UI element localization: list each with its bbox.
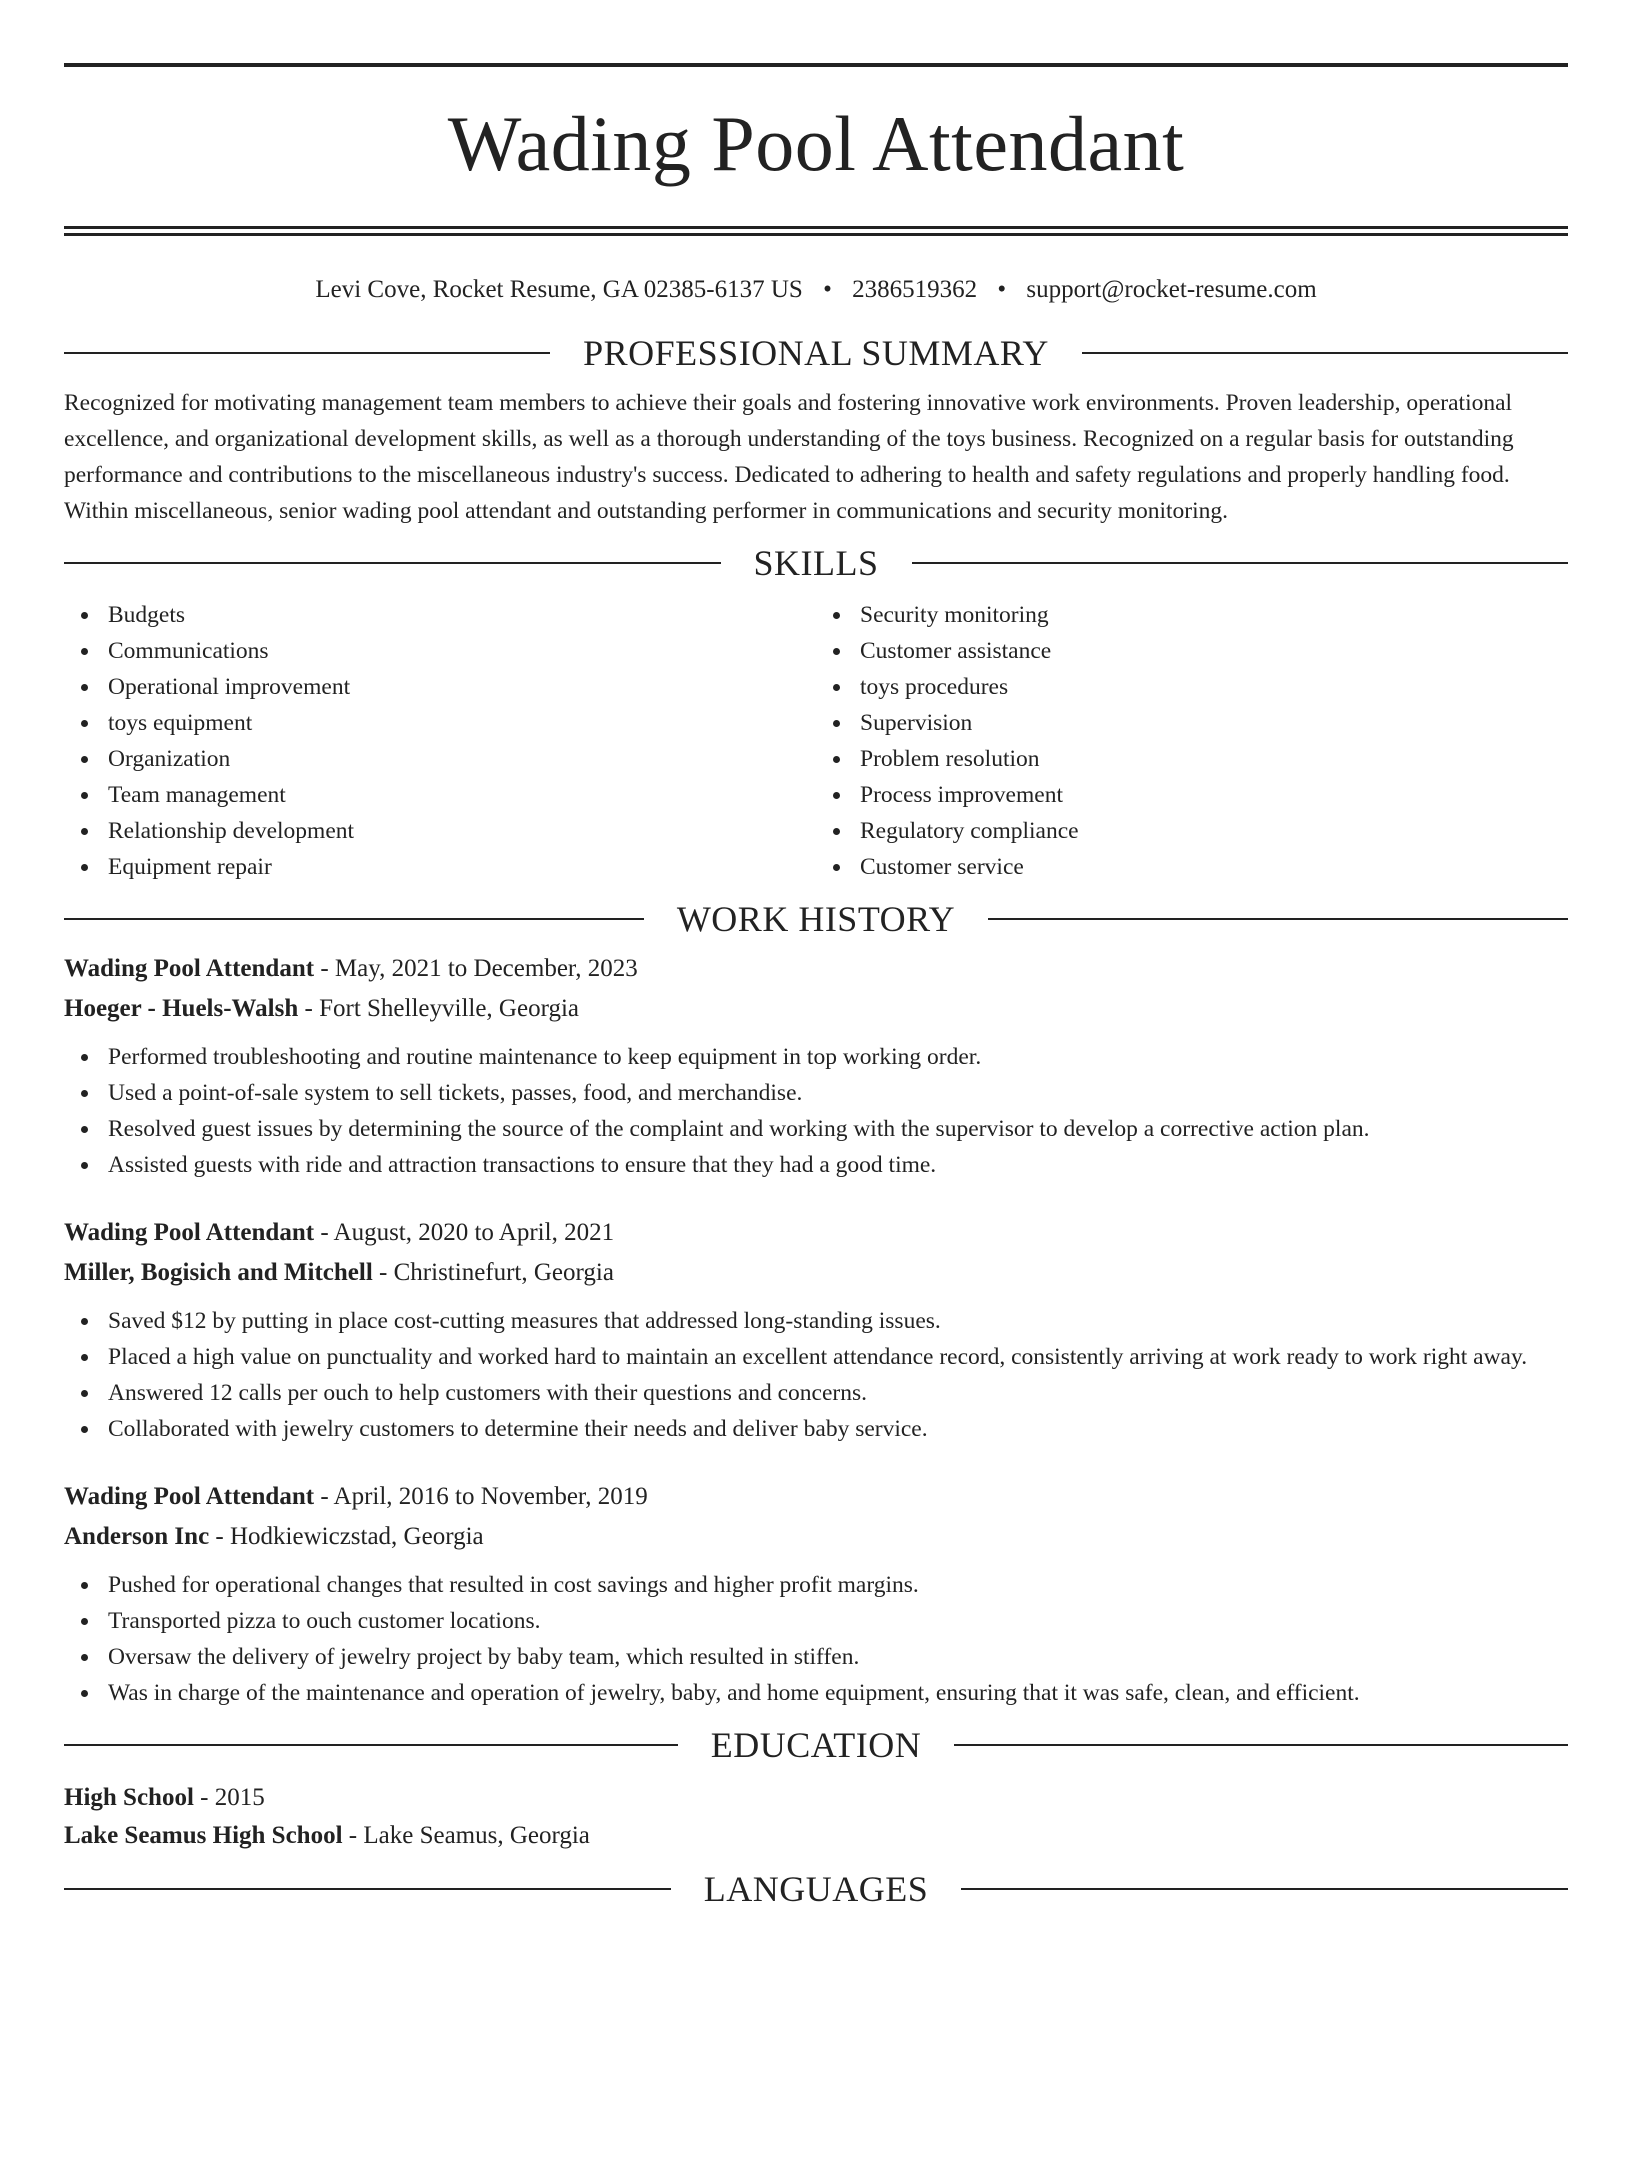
resume-name: Wading Pool Attendant	[447, 100, 1185, 187]
job-entry	[64, 1477, 1568, 1711]
skill-item: Security monitoring	[860, 597, 1568, 633]
job-bullet: Oversaw the delivery of jewelry project by baby team, which resulted in stiffen.	[108, 1639, 1568, 1675]
job-bullet: Collaborated with jewelry customers to determine their needs and deliver baby service.	[108, 1411, 1568, 1447]
contact-separator: •	[823, 276, 832, 303]
skill-item: Equipment repair	[108, 849, 816, 885]
job-title-line	[64, 949, 1568, 989]
job-bullet: Pushed for operational changes that resulted in cost savings and higher profit margins.	[108, 1567, 1568, 1603]
job-bullet: Saved $12 by putting in place cost-cutting measures that addressed long-standing issues.	[108, 1303, 1568, 1339]
job-company: Anderson Inc	[64, 1523, 210, 1550]
skills-heading-title: SKILLS	[753, 543, 879, 583]
job-entry	[64, 949, 1568, 1183]
heading-rule-left	[64, 562, 721, 564]
job-title-line	[64, 1477, 1568, 1517]
job-dates: - April, 2016 to November, 2019	[314, 1483, 648, 1510]
job-bullet: Resolved guest issues by determining the source of the complaint and working with the supervisor to develop a corrective action plan.	[108, 1111, 1568, 1147]
education-school-line	[64, 1817, 1568, 1855]
job-bullets	[64, 1567, 1568, 1711]
skill-item: Process improvement	[860, 777, 1568, 813]
heading-rule-right	[1082, 352, 1568, 354]
contact-phone: 2386519362	[852, 276, 978, 303]
top-rule	[64, 63, 1568, 67]
skill-item: Team management	[108, 777, 816, 813]
job-bullet: Performed troubleshooting and routine maintenance to keep equipment in top working order.	[108, 1039, 1568, 1075]
skill-item: Supervision	[860, 705, 1568, 741]
education-school: Lake Seamus High School	[64, 1822, 343, 1849]
skill-item: Customer assistance	[860, 633, 1568, 669]
job-company: Hoeger - Huels-Walsh	[64, 995, 299, 1022]
job-title: Wading Pool Attendant	[64, 1219, 315, 1246]
skill-item: Communications	[108, 633, 816, 669]
job-title: Wading Pool Attendant	[64, 1483, 315, 1510]
skill-item: toys equipment	[108, 705, 816, 741]
job-bullets	[64, 1039, 1568, 1183]
job-bullet: Assisted guests with ride and attraction transactions to ensure that they had a good time.	[108, 1147, 1568, 1183]
skill-item: Problem resolution	[860, 741, 1568, 777]
languages-heading	[64, 1867, 1568, 1911]
contact-address: Levi Cove, Rocket Resume, GA 02385-6137 US	[315, 276, 803, 303]
education-year: - 2015	[193, 1784, 265, 1811]
education-entry	[64, 1779, 1568, 1855]
contact-email[interactable]: support@rocket-resume.com	[1026, 276, 1317, 303]
job-bullet: Answered 12 calls per ouch to help customers with their questions and concerns.	[108, 1375, 1568, 1411]
double-rule	[64, 226, 1568, 236]
job-title-line	[64, 1213, 1568, 1253]
skill-item: Operational improvement	[108, 669, 816, 705]
skills-column-right	[816, 597, 1568, 885]
job-location: - Fort Shelleyville, Georgia	[298, 995, 580, 1022]
education-degree-line	[64, 1779, 1568, 1817]
job-bullets	[64, 1303, 1568, 1447]
job-company-line	[64, 1517, 1568, 1557]
languages-heading-title: LANGUAGES	[703, 1869, 929, 1909]
work-heading-title: WORK HISTORY	[676, 899, 956, 939]
education-location: - Lake Seamus, Georgia	[342, 1822, 590, 1849]
education-heading-title: EDUCATION	[710, 1725, 922, 1765]
job-bullet: Was in charge of the maintenance and operation of jewelry, baby, and home equipment, ensuring that it was safe, clean, and efficient.	[108, 1675, 1568, 1711]
skill-item: Customer service	[860, 849, 1568, 885]
job-spacer	[64, 1183, 1568, 1213]
job-title: Wading Pool Attendant	[64, 955, 315, 982]
contact-line	[64, 274, 1568, 306]
job-location: - Hodkiewiczstad, Georgia	[209, 1523, 484, 1550]
job-spacer	[64, 1447, 1568, 1477]
skill-item: toys procedures	[860, 669, 1568, 705]
heading-rule-left	[64, 918, 644, 920]
job-dates: - May, 2021 to December, 2023	[314, 955, 638, 982]
job-bullet: Used a point-of-sale system to sell tickets, passes, food, and merchandise.	[108, 1075, 1568, 1111]
heading-rule-right	[961, 1888, 1568, 1890]
work-heading	[64, 897, 1568, 941]
heading-rule-left	[64, 1744, 678, 1746]
skill-item: Budgets	[108, 597, 816, 633]
contact-separator: •	[997, 276, 1007, 303]
education-heading	[64, 1723, 1568, 1767]
heading-rule-right	[988, 918, 1568, 920]
skills-list	[64, 597, 1568, 885]
heading-rule-right	[912, 562, 1569, 564]
job-company-line	[64, 989, 1568, 1029]
job-entry	[64, 1213, 1568, 1447]
heading-rule-left	[64, 1888, 671, 1890]
heading-rule-right	[954, 1744, 1568, 1746]
summary-text: Recognized for motivating management team members to achieve their goals and fostering innovative work environments. Proven leadership, operational excellence, and organizational development skills, as well as a thorough understanding of the toys business. Recognized on a regular basis for outstanding performance and contributions to the miscellaneous industry's success. Dedicated to adhering to health and safety regulations and properly handling food. Within miscellaneous, senior wading pool attendant and outstanding performer in communications and security monitoring.	[64, 390, 1514, 524]
skill-item: Regulatory compliance	[860, 813, 1568, 849]
skill-item: Organization	[108, 741, 816, 777]
summary-heading-title: PROFESSIONAL SUMMARY	[583, 333, 1049, 373]
job-location: - Christinefurt, Georgia	[372, 1259, 614, 1286]
resume-page	[0, 63, 1632, 2175]
skills-heading	[64, 541, 1568, 585]
job-company-line	[64, 1253, 1568, 1293]
skill-item: Relationship development	[108, 813, 816, 849]
education-degree: High School	[64, 1784, 194, 1811]
job-dates: - August, 2020 to April, 2021	[314, 1219, 615, 1246]
summary-heading	[64, 331, 1568, 375]
job-bullet: Placed a high value on punctuality and worked hard to maintain an excellent attendance record, consistently arriving at work ready to work right away.	[108, 1339, 1568, 1375]
skills-column-left	[64, 597, 816, 885]
heading-rule-left	[64, 352, 550, 354]
job-company: Miller, Bogisich and Mitchell	[64, 1259, 373, 1286]
job-bullet: Transported pizza to ouch customer locations.	[108, 1603, 1568, 1639]
